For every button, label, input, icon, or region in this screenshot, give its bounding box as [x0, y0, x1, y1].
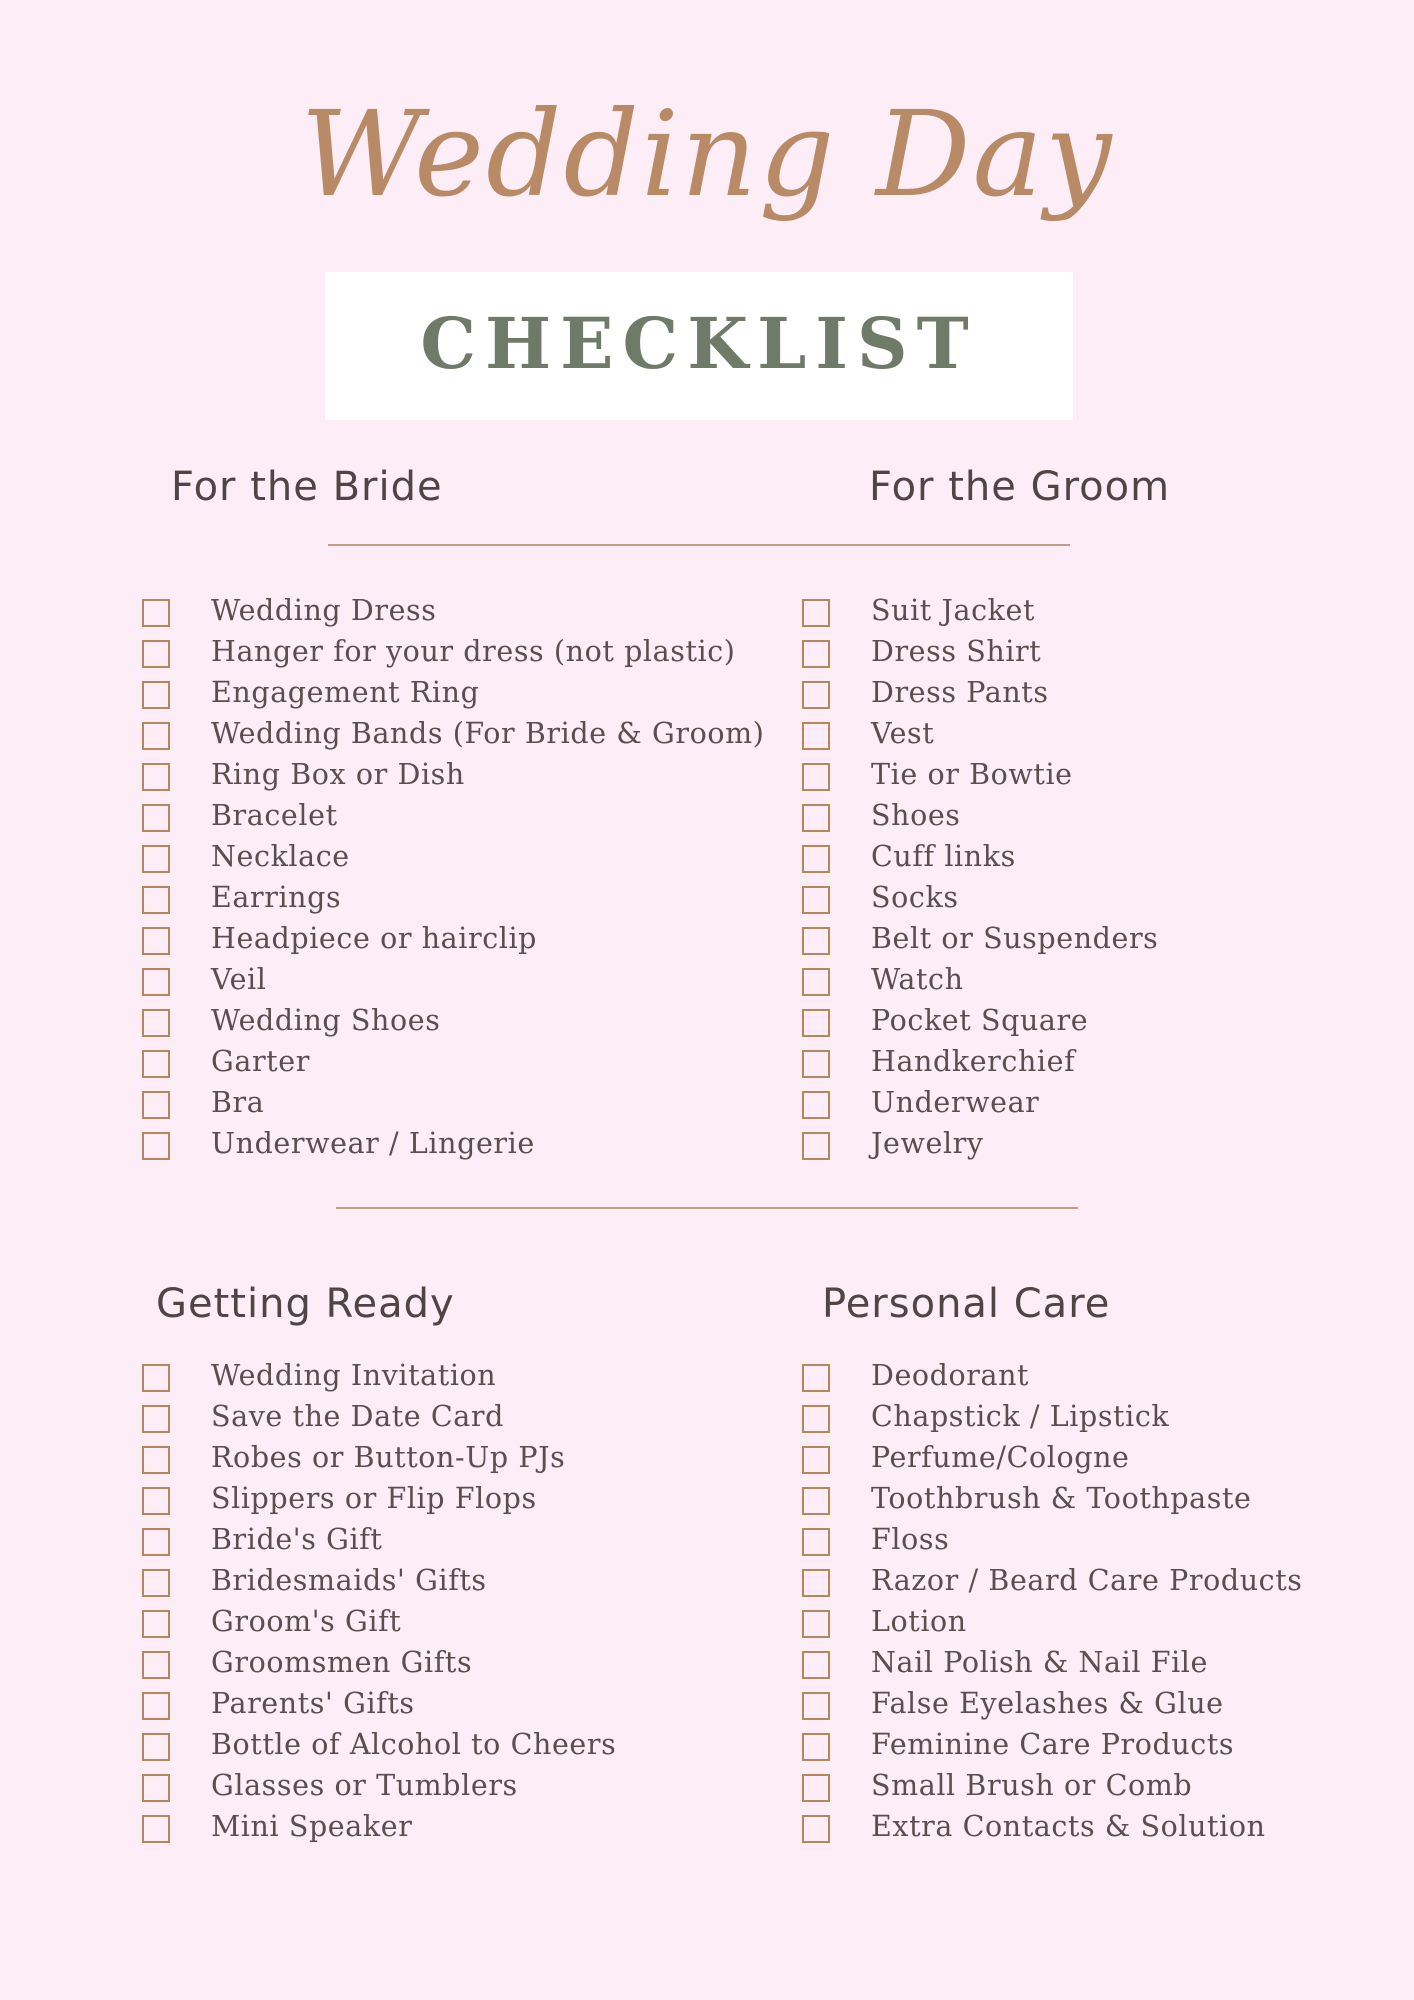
checkbox[interactable] [802, 599, 830, 627]
checkbox[interactable] [802, 1651, 830, 1679]
checkbox[interactable] [802, 722, 830, 750]
checklist-item [142, 1479, 782, 1520]
checklist-item [142, 1083, 782, 1124]
checklist-item [802, 1124, 1362, 1165]
checklist-item [142, 1042, 782, 1083]
checklist-item [802, 632, 1362, 673]
checklist-item [142, 1561, 782, 1602]
heading-for-the-bride: For the Bride [171, 464, 443, 510]
checklist-item [142, 1602, 782, 1643]
checklist-item-label: Deodorant [871, 1359, 1030, 1392]
checklist-item-label: Floss [871, 1523, 950, 1556]
checkbox[interactable] [802, 1446, 830, 1474]
heading-for-the-groom: For the Groom [869, 464, 1171, 510]
checkbox[interactable] [142, 886, 170, 914]
checklist-item [142, 1001, 782, 1042]
checklist-item-label: Lotion [871, 1605, 967, 1638]
checkbox[interactable] [142, 804, 170, 832]
checklist-item-label: Razor / Beard Care Products [871, 1564, 1303, 1597]
checklist-item-label: Dress Pants [871, 676, 1049, 709]
personal-care-checklist [802, 1356, 1362, 1848]
checklist-item [802, 714, 1362, 755]
checklist-item-label: Earrings [211, 881, 342, 914]
checklist-item-label: Veil [211, 963, 267, 996]
title-box [325, 272, 1073, 420]
checkbox[interactable] [802, 1132, 830, 1160]
checklist-item-label: Necklace [211, 840, 350, 873]
checklist-item [142, 1725, 782, 1766]
checkbox[interactable] [802, 968, 830, 996]
heading-personal-care: Personal Care [822, 1281, 1111, 1327]
getting-ready-checklist [142, 1356, 782, 1848]
checklist-item-label: Robes or Button-Up PJs [211, 1441, 566, 1474]
checklist-item-label: Vest [871, 717, 935, 750]
checkbox[interactable] [802, 1733, 830, 1761]
checklist-item-label: Bottle of Alcohol to Cheers [211, 1728, 617, 1761]
checklist-item [802, 1766, 1362, 1807]
checkbox[interactable] [142, 1132, 170, 1160]
checklist-item [142, 1807, 782, 1848]
checklist-item-label: Socks [871, 881, 959, 914]
checklist-item-label: Dress Shirt [871, 635, 1042, 668]
checkbox[interactable] [802, 927, 830, 955]
checklist-item [142, 673, 782, 714]
checkbox[interactable] [142, 599, 170, 627]
checklist-item-label: Hanger for your dress (not plastic) [211, 635, 736, 668]
checklist-item-label: Bra [211, 1086, 265, 1119]
checklist-item-label: Parents' Gifts [211, 1687, 415, 1720]
checklist-item-label: Watch [871, 963, 964, 996]
checklist-item-label: Wedding Bands (For Bride & Groom) [211, 717, 765, 750]
checklist-item-label: Chapstick / Lipstick [871, 1400, 1170, 1433]
checklist-item [142, 1684, 782, 1725]
checkbox[interactable] [142, 1569, 170, 1597]
checkbox[interactable] [802, 1009, 830, 1037]
checkbox[interactable] [142, 763, 170, 791]
checklist-item [802, 1438, 1362, 1479]
checklist-item-label: Mini Speaker [211, 1810, 413, 1843]
checkbox[interactable] [802, 804, 830, 832]
checkbox[interactable] [142, 1774, 170, 1802]
checkbox[interactable] [142, 1091, 170, 1119]
checklist-item-label: Engagement Ring [211, 676, 480, 709]
checklist-item [142, 878, 782, 919]
checkbox[interactable] [142, 1815, 170, 1843]
checklist-item-label: Jewelry [871, 1127, 984, 1160]
groom-checklist [802, 591, 1362, 1165]
checklist-item-label: False Eyelashes & Glue [871, 1687, 1224, 1720]
checkbox[interactable] [802, 1364, 830, 1392]
checklist-item [142, 1124, 782, 1165]
checkbox[interactable] [142, 927, 170, 955]
checklist-item [802, 755, 1362, 796]
checklist-item-label: Wedding Invitation [211, 1359, 497, 1392]
checklist-item [802, 1479, 1362, 1520]
checkbox[interactable] [802, 1528, 830, 1556]
script-title: Wedding Day [300, 85, 1114, 223]
checklist-item [142, 1438, 782, 1479]
checkbox[interactable] [142, 1528, 170, 1556]
checklist-item [142, 1356, 782, 1397]
checklist-item [802, 878, 1362, 919]
checkbox[interactable] [142, 1692, 170, 1720]
checklist-item [802, 591, 1362, 632]
checklist-item [142, 714, 782, 755]
checkbox[interactable] [142, 1651, 170, 1679]
checkbox[interactable] [142, 1050, 170, 1078]
checklist-item-label: Headpiece or hairclip [211, 922, 538, 955]
checklist-item [142, 632, 782, 673]
checklist-item [142, 960, 782, 1001]
checklist-item-label: Feminine Care Products [871, 1728, 1235, 1761]
checklist-item [802, 1397, 1362, 1438]
checklist-item-label: Small Brush or Comb [871, 1769, 1193, 1802]
checkbox[interactable] [802, 1774, 830, 1802]
checkbox[interactable] [142, 681, 170, 709]
checklist-item-label: Perfume/Cologne [871, 1441, 1130, 1474]
checklist-item-label: Ring Box or Dish [211, 758, 465, 791]
checklist-item-label: Tie or Bowtie [871, 758, 1073, 791]
checklist-item-label: Pocket Square [871, 1004, 1089, 1037]
checklist-item-label: Glasses or Tumblers [211, 1769, 518, 1802]
checklist-item [802, 1520, 1362, 1561]
checklist-item-label: Extra Contacts & Solution [871, 1810, 1266, 1843]
checklist-item-label: Shoes [871, 799, 961, 832]
checklist-item-label: Bracelet [211, 799, 338, 832]
checklist-item [142, 1397, 782, 1438]
checklist-item [802, 1725, 1362, 1766]
checklist-item-label: Groom's Gift [211, 1605, 402, 1638]
checklist-item [802, 1807, 1362, 1848]
checkbox[interactable] [142, 1610, 170, 1638]
checkbox[interactable] [802, 1610, 830, 1638]
checklist-item [802, 1042, 1362, 1083]
checkbox[interactable] [802, 1487, 830, 1515]
checklist-item [142, 1766, 782, 1807]
checkbox[interactable] [142, 1733, 170, 1761]
checklist-item-label: Slippers or Flip Flops [211, 1482, 537, 1515]
checklist-item-label: Garter [211, 1045, 310, 1078]
checklist-item-label: Groomsmen Gifts [211, 1646, 473, 1679]
checklist-item [802, 837, 1362, 878]
checkbox[interactable] [802, 763, 830, 791]
checkbox[interactable] [142, 1009, 170, 1037]
checklist-item [142, 919, 782, 960]
checkbox[interactable] [142, 1446, 170, 1474]
checkbox[interactable] [142, 1405, 170, 1433]
checklist-item [802, 1001, 1362, 1042]
checklist-item-label: Nail Polish & Nail File [871, 1646, 1208, 1679]
checkbox[interactable] [802, 1569, 830, 1597]
checkbox[interactable] [142, 722, 170, 750]
checklist-label: CHECKLIST [420, 302, 978, 385]
checklist-item [802, 1083, 1362, 1124]
checkbox[interactable] [142, 1364, 170, 1392]
checklist-item [802, 673, 1362, 714]
checkbox[interactable] [142, 968, 170, 996]
checklist-item [142, 591, 782, 632]
checklist-item-label: Toothbrush & Toothpaste [871, 1482, 1252, 1515]
checklist-item [142, 1520, 782, 1561]
checklist-item [802, 1602, 1362, 1643]
checklist-item-label: Wedding Shoes [211, 1004, 441, 1037]
checkbox[interactable] [802, 1692, 830, 1720]
checkbox[interactable] [142, 640, 170, 668]
checklist-item-label: Bride's Gift [211, 1523, 383, 1556]
checklist-item [802, 960, 1362, 1001]
checkbox[interactable] [142, 1487, 170, 1515]
checklist-item-label: Handkerchief [871, 1045, 1076, 1078]
divider-top [328, 544, 1070, 546]
checklist-item [142, 755, 782, 796]
bride-checklist [142, 591, 782, 1165]
checklist-item [142, 1643, 782, 1684]
checklist-item [802, 796, 1362, 837]
checkbox[interactable] [802, 1405, 830, 1433]
checklist-item-label: Underwear / Lingerie [211, 1127, 535, 1160]
checklist-item-label: Cuff links [871, 840, 1016, 873]
checkbox[interactable] [802, 681, 830, 709]
checkbox[interactable] [142, 845, 170, 873]
checkbox[interactable] [802, 845, 830, 873]
checklist-item [142, 796, 782, 837]
checkbox[interactable] [802, 886, 830, 914]
checklist-item [802, 1643, 1362, 1684]
checklist-item [802, 919, 1362, 960]
heading-getting-ready: Getting Ready [156, 1281, 455, 1327]
divider-middle [336, 1207, 1078, 1209]
checklist-item-label: Wedding Dress [211, 594, 437, 627]
checklist-item-label: Belt or Suspenders [871, 922, 1159, 955]
checkbox[interactable] [802, 1091, 830, 1119]
checklist-item [802, 1561, 1362, 1602]
checklist-item-label: Underwear [871, 1086, 1040, 1119]
checklist-item-label: Suit Jacket [871, 594, 1036, 627]
checklist-item [802, 1356, 1362, 1397]
checklist-item-label: Save the Date Card [211, 1400, 504, 1433]
checklist-item [802, 1684, 1362, 1725]
checklist-item [142, 837, 782, 878]
checklist-item-label: Bridesmaids' Gifts [211, 1564, 487, 1597]
checkbox[interactable] [802, 1050, 830, 1078]
checkbox[interactable] [802, 640, 830, 668]
checkbox[interactable] [802, 1815, 830, 1843]
